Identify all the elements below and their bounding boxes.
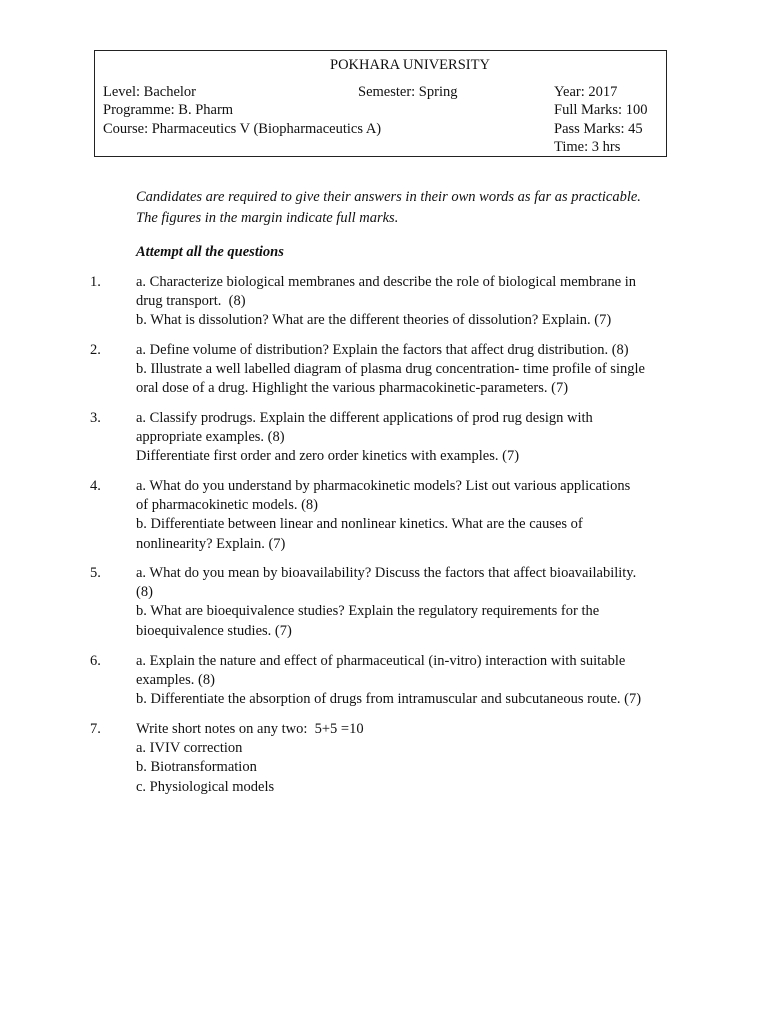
course-label: Course: Pharmaceutics V (Biopharmaceutics A) — [103, 121, 382, 137]
question-line: appropriate examples. (8) — [136, 429, 285, 446]
question-line: examples. (8) — [136, 672, 215, 689]
question-line: Differentiate first order and zero order kinetics with examples. (7) — [136, 448, 520, 465]
question-line: b. Biotransformation — [136, 759, 257, 776]
programme-label: Programme: B. Pharm — [103, 102, 234, 118]
question-number: 2. — [90, 342, 101, 358]
question-number: 1. — [90, 274, 101, 290]
question-line: b. Differentiate between linear and nonlinear kinetics. What are the causes of — [136, 516, 583, 533]
year-label: Year: 2017 — [554, 84, 618, 100]
instruction-line-1: Candidates are required to give their answers in their own words as far as practicable. — [136, 189, 641, 205]
question-text — [136, 477, 670, 554]
semester-label: Semester: Spring — [358, 84, 458, 100]
question-line: a. IVIV correction — [136, 740, 243, 757]
university-name: POKHARA UNIVERSITY — [330, 57, 490, 73]
exam-header-box — [94, 50, 667, 157]
pass-marks-label: Pass Marks: 45 — [554, 121, 643, 137]
question-line: b. What are bioequivalence studies? Explain the regulatory requirements for the — [136, 603, 600, 620]
question-line: a. Classify prodrugs. Explain the different applications of prod rug design with — [136, 410, 593, 426]
question-line: a. Characterize biological membranes and describe the role of biological membrane in — [136, 274, 637, 290]
question-line: nonlinearity? Explain. (7) — [136, 535, 286, 552]
instruction-line-2: The figures in the margin indicate full marks. — [136, 210, 399, 226]
question-text — [136, 409, 670, 467]
question-text — [136, 273, 670, 331]
question-line: drug transport. (8) — [136, 293, 246, 310]
full-marks-label: Full Marks: 100 — [554, 102, 648, 118]
time-label: Time: 3 hrs — [554, 139, 621, 155]
question-line: oral dose of a drug. Highlight the various pharmacokinetic-parameters. (7) — [136, 380, 569, 397]
question-text — [136, 564, 670, 641]
level-label: Level: Bachelor — [103, 84, 196, 100]
question-number: 6. — [90, 653, 101, 669]
question-line: a. What do you mean by bioavailability? Discuss the factors that affect bioavailability. — [136, 565, 637, 581]
question-number: 5. — [90, 565, 101, 581]
question-line: bioequivalence studies. (7) — [136, 622, 292, 639]
question-line: b. What is dissolution? What are the different theories of dissolution? Explain. (7) — [136, 312, 612, 329]
question-line: a. Explain the nature and effect of pharmaceutical (in-vitro) interaction with suitable — [136, 653, 626, 669]
question-line: a. Define volume of distribution? Explain the factors that affect drug distribution. (8) — [136, 342, 629, 358]
question-line: a. What do you understand by pharmacokinetic models? List out various applications — [136, 478, 631, 494]
question-line: b. Illustrate a well labelled diagram of plasma drug concentration- time profile of single — [136, 361, 645, 378]
question-number: 3. — [90, 410, 101, 426]
question-line: c. Physiological models — [136, 778, 275, 795]
question-line: (8) — [136, 584, 153, 601]
question-number: 4. — [90, 478, 101, 494]
question-line: b. Differentiate the absorption of drugs from intramuscular and subcutaneous route. (7) — [136, 691, 642, 708]
exam-instructions — [136, 187, 696, 229]
question-text — [136, 341, 670, 399]
attempt-all-heading: Attempt all the questions — [136, 244, 284, 260]
question-text — [136, 720, 670, 797]
question-number: 7. — [90, 721, 101, 737]
question-line: of pharmacokinetic models. (8) — [136, 497, 318, 514]
question-line: Write short notes on any two: 5+5 =10 — [136, 721, 364, 737]
question-text — [136, 652, 670, 710]
